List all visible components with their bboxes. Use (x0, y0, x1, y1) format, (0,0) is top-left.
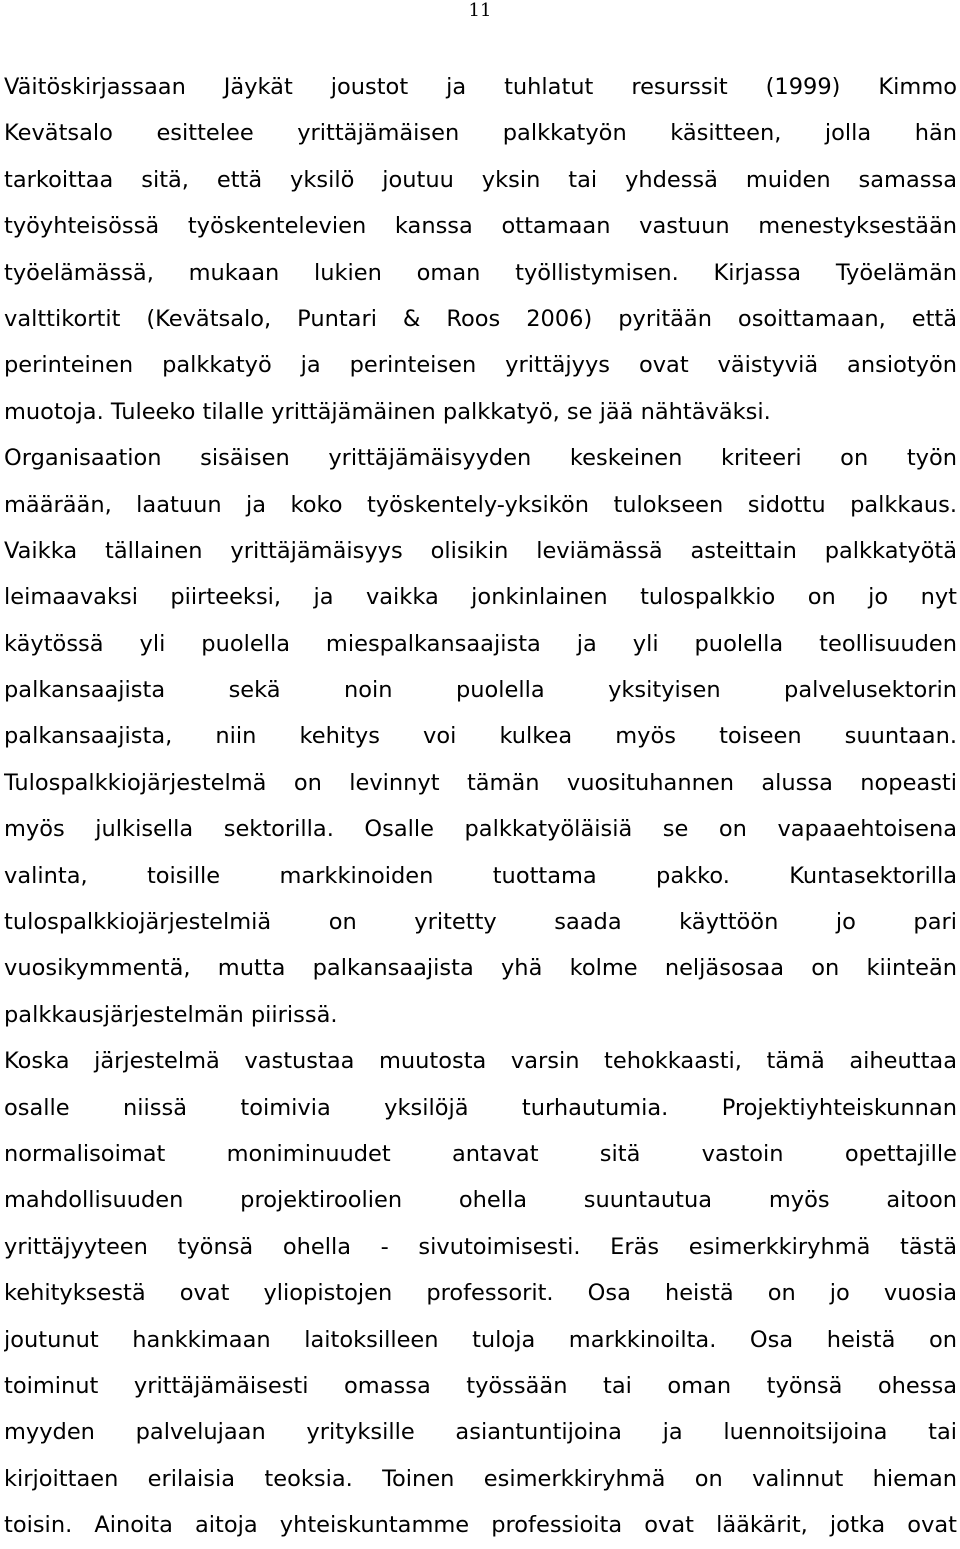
text-line: työelämässä, mukaan lukien oman työllistymisen. Kirjassa Työelämän (4, 259, 957, 286)
text-line: valttikortit (Kevätsalo, Puntari & Roos 2006) pyritään osoittamaan, että (4, 305, 957, 332)
text-line: kirjoittaen erilaisia teoksia. Toinen esimerkkiryhmä on valinnut hieman (4, 1465, 957, 1492)
text-line: tulospalkkiojärjestelmiä on yritetty saada käyttöön jo pari (4, 909, 957, 936)
text-line: palkansaajista, niin kehitys voi kulkea myös toiseen suuntaan. (4, 723, 957, 750)
text-line: muotoja. Tuleeko tilalle yrittäjämäinen palkkatyö, se jää nähtäväksi. (4, 398, 771, 425)
text-line: tarkoittaa sitä, että yksilö joutuu yksin tai yhdessä muiden samassa (4, 166, 957, 193)
page-number: 11 (468, 0, 492, 21)
text-line: kehityksestä ovat yliopistojen professorit. Osa heistä on jo vuosia (4, 1280, 957, 1307)
text-line: normalisoimat moniminuudet antavat sitä vastoin opettajille (4, 1140, 957, 1167)
text-line: Tulospalkkiojärjestelmä on levinnyt tämän vuosituhannen alussa nopeasti (4, 769, 957, 796)
text-line: mahdollisuuden projektiroolien ohella suuntautua myös aitoon (4, 1187, 957, 1214)
text-line: palkkausjärjestelmän piirissä. (4, 1001, 338, 1028)
text-line: Kevätsalo esittelee yrittäjämäisen palkkatyön käsitteen, jolla hän (4, 120, 957, 147)
text-line: valinta, toisille markkinoiden tuottama pakko. Kuntasektorilla (4, 862, 957, 889)
text-line: leimaavaksi piirteeksi, ja vaikka jonkinlainen tulospalkkio on jo nyt (4, 584, 957, 611)
text-line: työyhteisössä työskentelevien kanssa ottamaan vastuun menestyksestään (4, 213, 957, 240)
text-line: Vaikka tällainen yrittäjämäisyys olisikin leviämässä asteittain palkkatyötä (4, 537, 957, 564)
text-line: määrään, laatuun ja koko työskentely-yksikön tulokseen sidottu palkkaus. (4, 491, 957, 518)
text-line: Väitöskirjassaan Jäykät joustot ja tuhlatut resurssit (1999) Kimmo (4, 74, 957, 100)
text-line: toiminut yrittäjämäisesti omassa työssään tai oman työnsä ohessa (4, 1372, 957, 1399)
text-line: joutunut hankkimaan laitoksilleen tuloja markkinoilta. Osa heistä on (4, 1326, 957, 1353)
text-line: Organisaation sisäisen yrittäjämäisyyden keskeinen kriteeri on työn (4, 445, 957, 472)
text-line: toisin. Ainoita aitoja yhteiskuntamme professioita ovat lääkärit, jotka ovat (4, 1512, 957, 1539)
text-line: palkansaajista sekä noin puolella yksityisen palvelusektorin (4, 677, 957, 704)
text-line: myyden palvelujaan yrityksille asiantuntijoina ja luennoitsijoina tai (4, 1419, 957, 1446)
text-line: Koska järjestelmä vastustaa muutosta varsin tehokkaasti, tämä aiheuttaa (4, 1048, 957, 1075)
text-line: osalle niissä toimivia yksilöjä turhautumia. Projektiyhteiskunnan (4, 1094, 957, 1121)
text-line: perinteinen palkkatyö ja perinteisen yrittäjyys ovat väistyviä ansiotyön (4, 352, 957, 379)
text-line: myös julkisella sektorilla. Osalle palkkatyöläisiä se on vapaaehtoisena (4, 816, 957, 843)
body-text (4, 64, 957, 1549)
text-line: yrittäjyyteen työnsä ohella - sivutoimisesti. Eräs esimerkkiryhmä tästä (4, 1233, 957, 1260)
text-line: käytössä yli puolella miespalkansaajista ja yli puolella teollisuuden (4, 630, 957, 657)
text-line: vuosikymmentä, mutta palkansaajista yhä kolme neljäsosaa on kiinteän (4, 955, 957, 982)
